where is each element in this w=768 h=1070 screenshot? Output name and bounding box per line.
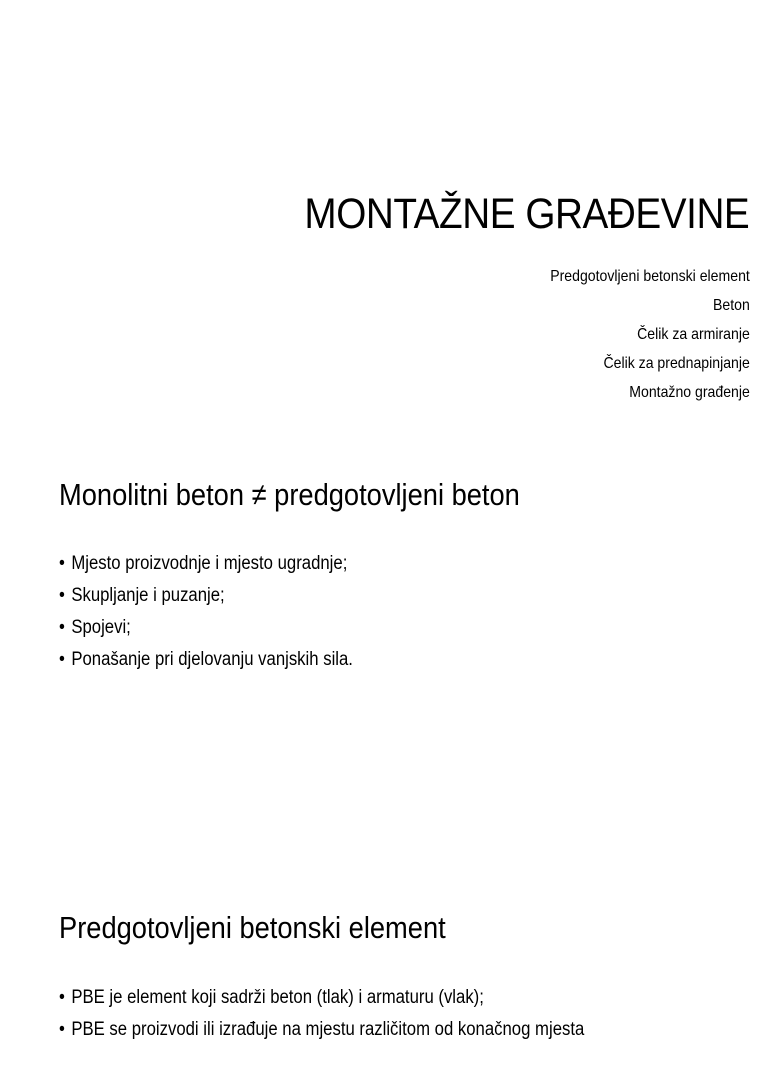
- bullet-item: [59, 580, 353, 612]
- toc-item-precast-element: Predgotovljeni betonski element: [550, 268, 750, 285]
- bullet-list: [59, 548, 393, 676]
- bullet-marker: •: [59, 649, 65, 670]
- bullet-item: [59, 644, 353, 676]
- slide-monolithic-vs-precast: [0, 445, 768, 865]
- bullet-text: Spojevi;: [71, 617, 131, 638]
- bullet-marker: •: [59, 553, 65, 574]
- bullet-text: Mjesto proizvodnje i mjesto ugradnje;: [71, 553, 348, 574]
- toc-item-prestressing-steel: Čelik za prednapinjanje: [603, 355, 750, 372]
- bullet-marker: •: [59, 617, 65, 638]
- toc-item-reinforcing-steel: Čelik za armiranje: [637, 326, 750, 343]
- bullet-text: Ponašanje pri djelovanju vanjskih sila.: [71, 649, 353, 670]
- bullet-item: [59, 612, 353, 644]
- slide-heading: Predgotovljeni betonski element: [59, 910, 446, 945]
- bullet-marker: •: [59, 585, 65, 606]
- toc-item-concrete: Beton: [713, 297, 750, 314]
- bullet-item: [59, 548, 353, 580]
- slide-title: [0, 0, 768, 440]
- bullet-item: [59, 982, 584, 1014]
- slide-precast-element: [0, 870, 768, 1070]
- bullet-text: Skupljanje i puzanje;: [71, 585, 225, 606]
- presentation-title: MONTAŽNE GRAĐEVINE: [304, 190, 749, 238]
- slide-heading: Monolitni beton ≠ predgotovljeni beton: [59, 477, 520, 512]
- bullet-item: [59, 1014, 584, 1046]
- bullet-marker: •: [59, 1019, 65, 1040]
- bullet-text: PBE se proizvodi ili izrađuje na mjestu različitom od konačnog mjesta: [71, 1019, 585, 1040]
- toc-item-precast-construction: Montažno građenje: [629, 384, 750, 401]
- bullet-marker: •: [59, 987, 65, 1008]
- bullet-list: [59, 982, 656, 1046]
- table-of-contents: [523, 262, 750, 407]
- bullet-text: PBE je element koji sadrži beton (tlak) i armaturu (vlak);: [71, 987, 484, 1008]
